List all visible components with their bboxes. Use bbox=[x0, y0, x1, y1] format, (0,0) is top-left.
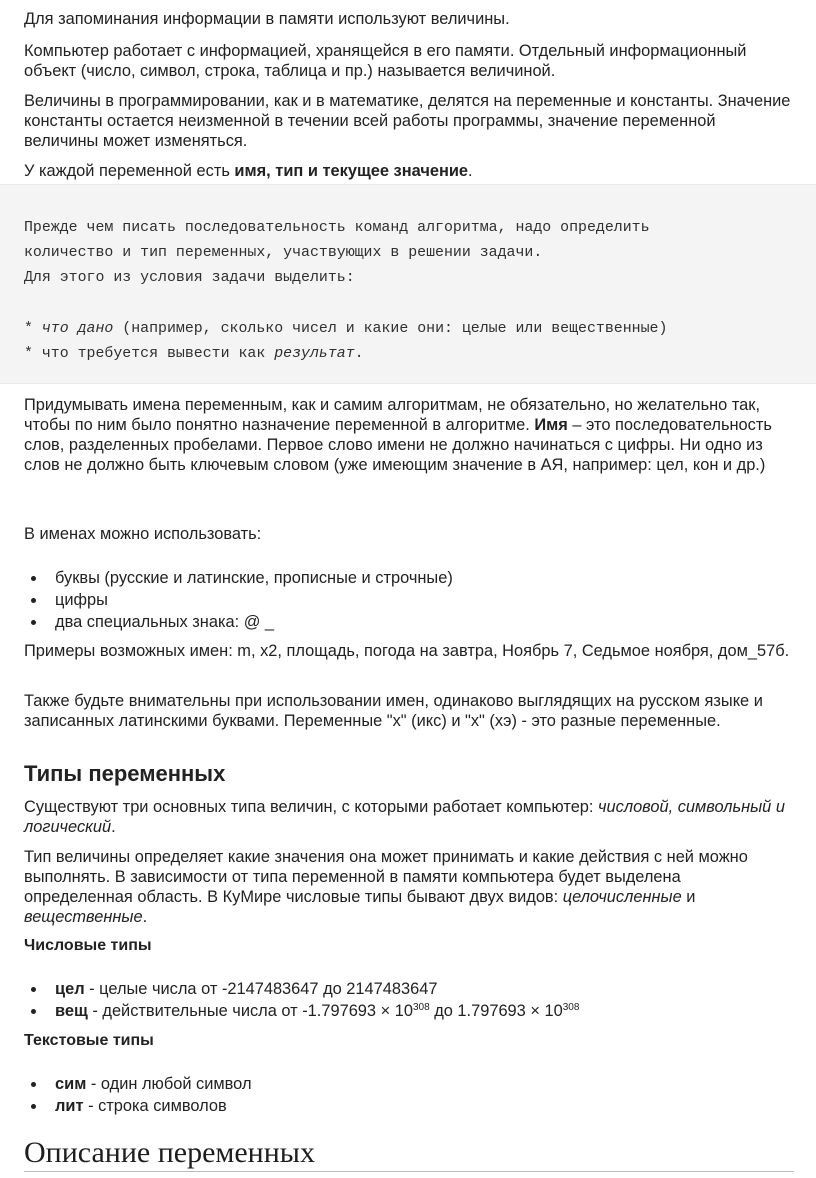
examples-text: Примеры возможных имен: m, x2, площадь, погода на завтра, Ноябрь 7, Седьмое ноября, дом_57б. bbox=[24, 642, 790, 660]
types-p1-post: . bbox=[111, 818, 116, 836]
naming-paragraph bbox=[24, 395, 794, 475]
warning-text: Также будьте внимательны при использовании имен, одинаково выглядящих на русском языке и записанных латинскими буквами. Переменные "x" (икс) и "х" (хэ) - это разные переменные. bbox=[24, 692, 763, 730]
type-keyword: сим bbox=[55, 1075, 87, 1093]
code-line-3: Для этого из условия задачи выделить: bbox=[24, 270, 355, 286]
list-item bbox=[24, 1073, 794, 1095]
type-description-mid: до 1.797693 × 10 bbox=[429, 1002, 563, 1020]
preformatted-code-block bbox=[0, 184, 816, 384]
code-line-5-em: результат bbox=[274, 346, 355, 362]
list-item bbox=[24, 978, 794, 1000]
list-item-text: два специальных знака: @ _ bbox=[55, 613, 275, 631]
numeric-types-list bbox=[24, 978, 794, 1022]
code-line-4-star: * bbox=[24, 321, 42, 337]
allowed-list bbox=[24, 567, 794, 633]
intro-text-4-pre: У каждой переменной есть bbox=[24, 162, 235, 180]
type-description: - один любой символ bbox=[86, 1075, 252, 1093]
examples-paragraph bbox=[24, 641, 794, 661]
code-line-2: количество и тип переменных, участвующих в решении задачи. bbox=[24, 245, 543, 261]
intro-text-1: Для запоминания информации в памяти используют величины. bbox=[24, 10, 510, 28]
list-item bbox=[24, 1095, 794, 1117]
list-item-text: цифры bbox=[55, 591, 108, 609]
intro-paragraph-1 bbox=[24, 9, 794, 29]
types-heading: Типы переменных bbox=[24, 761, 226, 786]
list-item bbox=[24, 567, 794, 589]
type-keyword: вещ bbox=[55, 1002, 88, 1020]
list-item bbox=[24, 611, 794, 633]
list-item bbox=[24, 1000, 794, 1022]
types-p1-em: числовой, символьный и логический bbox=[24, 798, 785, 836]
code-line-5-post: . bbox=[354, 346, 364, 362]
types-paragraph-2 bbox=[24, 847, 794, 927]
code-line-1: Прежде чем писать последовательность команд алгоритма, надо определить bbox=[24, 220, 650, 236]
code-line-5 bbox=[24, 344, 364, 364]
code-line-5-pre: * что требуется вывести как bbox=[24, 346, 275, 362]
types-p2-pre: Тип величины определяет какие значения она может принимать и какие действия с ней можно выполнять. В зависимости от типа переменной в памяти компьютера будет выделена определенная область. В КуМире числовые типы бывают двух видов: bbox=[24, 848, 748, 906]
type-description: - целые числа от -2147483647 до 2147483647 bbox=[84, 980, 438, 998]
exponent: 308 bbox=[562, 1002, 580, 1013]
types-p2-em1: целочисленные bbox=[562, 888, 682, 906]
intro-paragraph-3 bbox=[24, 91, 794, 151]
types-p2-mid: и bbox=[681, 888, 696, 906]
declaration-heading: Описание переменных bbox=[24, 1136, 315, 1169]
types-p2-em2: вещественные bbox=[24, 908, 143, 926]
type-description-pre: - действительные числа от -1.797693 × 10 bbox=[87, 1002, 413, 1020]
code-line-4-em: что дано bbox=[41, 321, 114, 337]
type-keyword: цел bbox=[55, 980, 85, 998]
intro-text-4-post: . bbox=[468, 162, 473, 180]
text-types-list bbox=[24, 1073, 794, 1117]
types-p1-pre: Существуют три основных типа величин, с которыми работает компьютер: bbox=[24, 798, 599, 816]
allowed-intro bbox=[24, 524, 794, 544]
intro-text-2: Компьютер работает с информацией, хранящейся в его памяти. Отдельный информационный объект (число, символ, строка, таблица и пр.) называется величиной. bbox=[24, 42, 747, 80]
list-item-text: буквы (русские и латинские, прописные и строчные) bbox=[55, 569, 453, 587]
heading-underline-divider bbox=[24, 1171, 794, 1172]
type-description: - строка символов bbox=[83, 1097, 227, 1115]
naming-text-bold: Имя bbox=[534, 416, 568, 434]
intro-text-3: Величины в программировании, как и в математике, делятся на переменные и константы. Значение константы остается неизменной в течении всей работы программы, значение переменной величины может изменяться. bbox=[24, 92, 791, 150]
intro-paragraph-2 bbox=[24, 41, 794, 81]
naming-text-pre: Придумывать имена переменным, как и самим алгоритмам, не обязательно, но желательно так, чтобы по ним было понятно назначение переменной в алгоритме. bbox=[24, 396, 761, 434]
intro-paragraph-4 bbox=[24, 161, 794, 181]
code-line-4 bbox=[24, 319, 667, 339]
numeric-types-heading: Числовые типы bbox=[24, 937, 152, 954]
naming-text-post: – это последовательность слов, разделенных пробелами. Первое слово имени не должно начинаться с цифры. Ни одно из слов не должно быть ключевым словом (уже имеющим значение в АЯ, например: цел, кон и др.) bbox=[24, 416, 772, 474]
text-types-heading: Текстовые типы bbox=[24, 1032, 154, 1049]
intro-text-4-bold: имя, тип и текущее значение bbox=[234, 162, 469, 180]
types-paragraph-1 bbox=[24, 797, 794, 837]
warning-paragraph bbox=[24, 691, 794, 731]
list-item bbox=[24, 589, 794, 611]
code-line-4-rest: (например, сколько чисел и какие они: целые или вещественные) bbox=[113, 321, 668, 337]
types-p2-post: . bbox=[142, 908, 148, 926]
type-keyword: лит bbox=[55, 1097, 84, 1115]
allowed-intro-text: В именах можно использовать: bbox=[24, 525, 262, 543]
exponent: 308 bbox=[412, 1002, 430, 1013]
